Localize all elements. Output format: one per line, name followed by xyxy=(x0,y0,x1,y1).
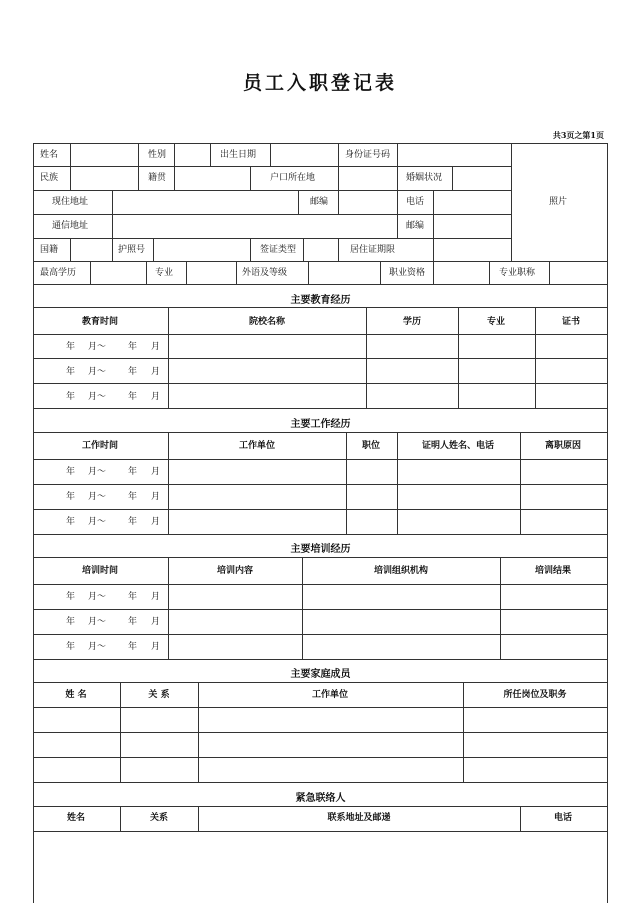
train-header-content: 培训内容 xyxy=(216,566,254,576)
work-header-position: 职位 xyxy=(361,441,381,451)
edu-header-school: 院校名称 xyxy=(248,317,286,327)
page-info: 共3页之第1页 xyxy=(552,130,604,140)
label-qualification: 职业资格 xyxy=(389,268,426,278)
label-residence-term: 居住证期限 xyxy=(350,245,396,255)
emergency-header-name: 姓名 xyxy=(66,813,86,823)
train-header-org: 培训组织机构 xyxy=(373,566,429,576)
work-header-company: 工作单位 xyxy=(238,441,276,451)
label-id-number: 身份证号码 xyxy=(345,150,391,160)
train-header-time: 培训时间 xyxy=(81,566,119,576)
emergency-heading: 紧急联络人 xyxy=(295,793,346,804)
edu-header-cert: 证书 xyxy=(561,317,581,327)
work-heading: 主要工作经历 xyxy=(290,419,351,430)
label-birth-date: 出生日期 xyxy=(220,150,257,160)
label-title-rank: 专业职称 xyxy=(499,268,536,278)
label-nationality: 国籍 xyxy=(40,245,59,255)
label-ethnicity: 民族 xyxy=(40,173,59,183)
label-photo: 照片 xyxy=(549,197,568,207)
label-marital: 婚姻状况 xyxy=(406,173,443,183)
edu-header-degree: 学历 xyxy=(402,317,422,327)
family-header-relation: 关 系 xyxy=(148,690,170,700)
work-header-reference: 证明人姓名、电话 xyxy=(421,441,495,451)
label-passport: 护照号 xyxy=(118,245,146,255)
label-postcode: 邮编 xyxy=(310,197,329,207)
label-name: 姓名 xyxy=(40,150,59,160)
work-header-time: 工作时间 xyxy=(81,441,119,451)
label-hukou: 户口所在地 xyxy=(270,173,316,183)
family-header-name: 姓 名 xyxy=(65,690,87,700)
emergency-header-phone: 电话 xyxy=(553,813,573,823)
emergency-header-relation: 关系 xyxy=(149,813,169,823)
family-header-position: 所任岗位及职务 xyxy=(503,690,567,700)
emergency-header-address: 联系地址及邮递 xyxy=(327,813,391,823)
label-postcode-2: 邮编 xyxy=(406,221,425,231)
label-education: 最高学历 xyxy=(40,268,77,278)
label-phone: 电话 xyxy=(406,197,425,207)
label-mail-address: 通信地址 xyxy=(52,221,89,231)
work-header-leave-reason: 离职原因 xyxy=(544,441,582,451)
label-native-place: 籍贯 xyxy=(148,173,167,183)
label-language: 外语及等级 xyxy=(242,268,288,278)
label-current-address: 现住地址 xyxy=(52,197,89,207)
family-heading: 主要家庭成员 xyxy=(290,669,351,680)
education-heading: 主要教育经历 xyxy=(290,295,351,306)
label-gender: 性别 xyxy=(148,150,167,160)
training-heading: 主要培训经历 xyxy=(290,544,351,555)
label-visa-type: 签证类型 xyxy=(260,245,297,255)
family-header-company: 工作单位 xyxy=(311,690,349,700)
edu-header-time: 教育时间 xyxy=(81,317,119,327)
edu-header-major: 专业 xyxy=(486,317,506,327)
form-title: 员工入职登记表 xyxy=(242,72,397,94)
label-major: 专业 xyxy=(155,268,174,278)
train-header-result: 培训结果 xyxy=(534,566,572,576)
